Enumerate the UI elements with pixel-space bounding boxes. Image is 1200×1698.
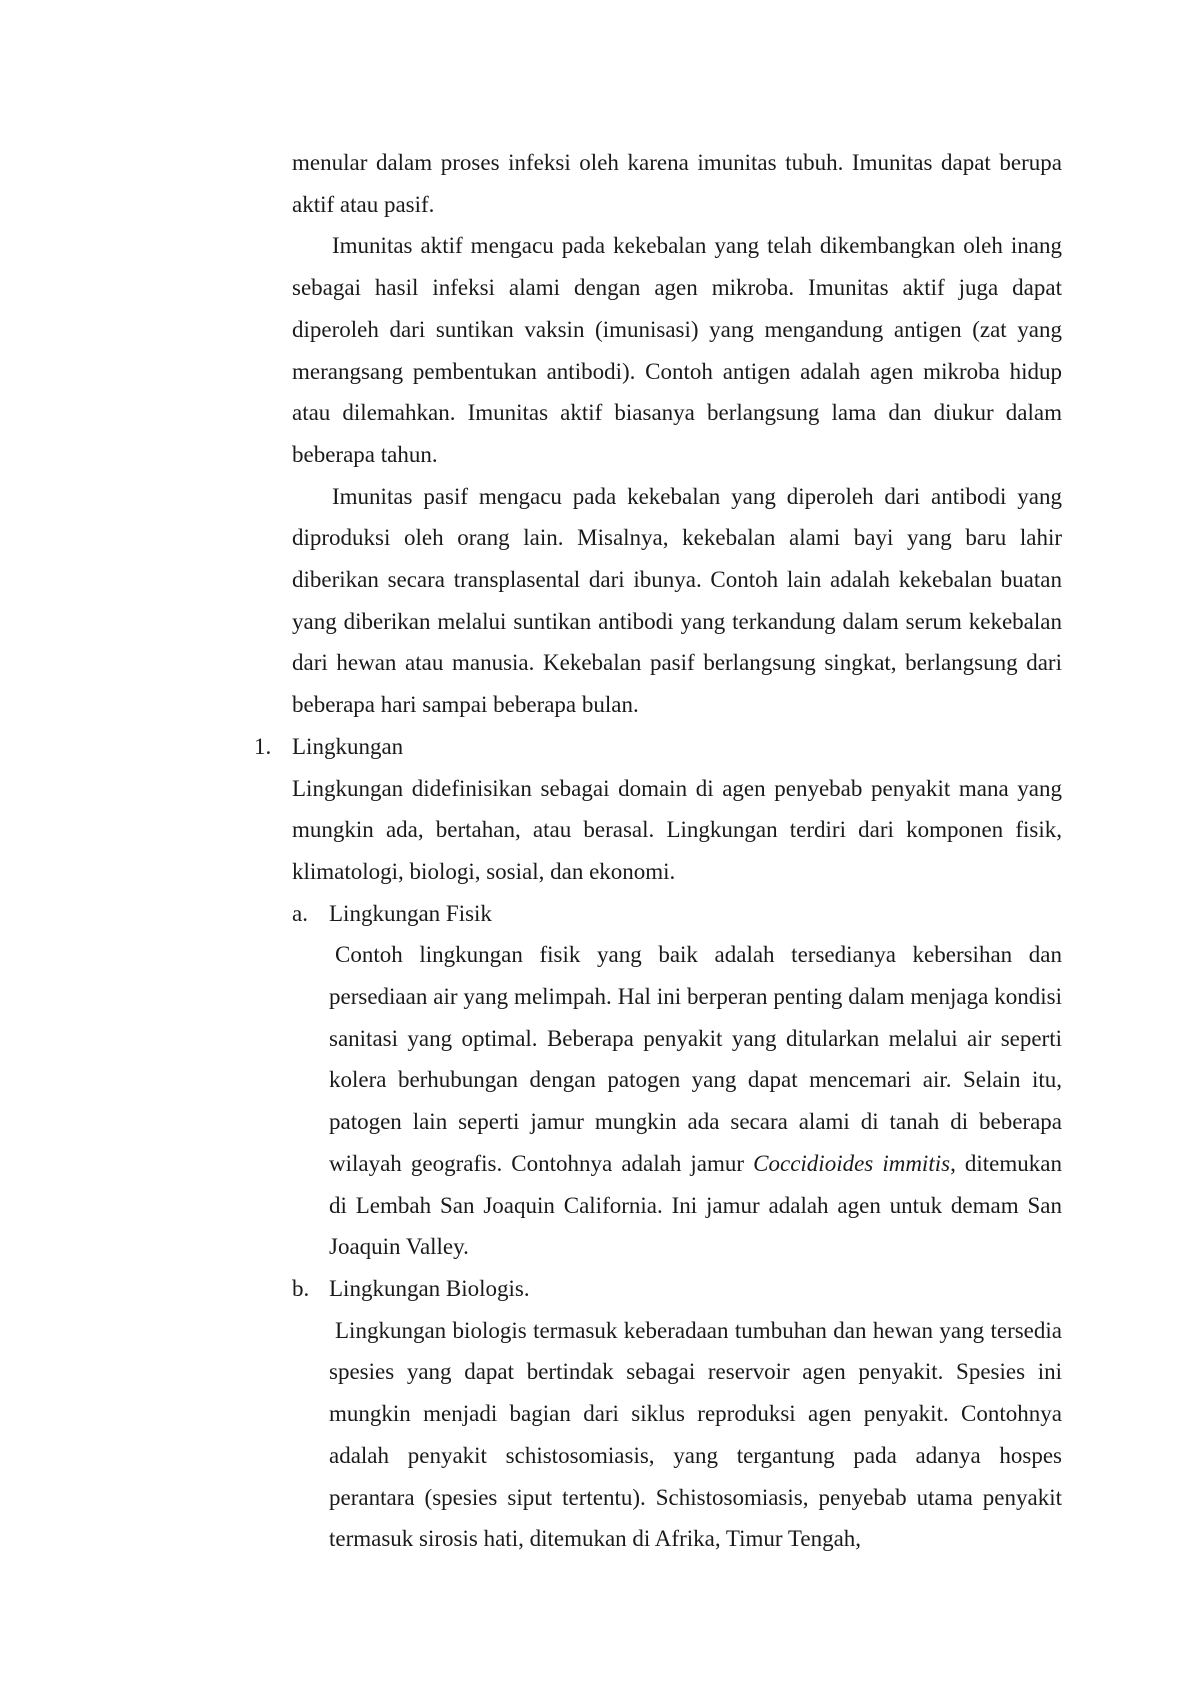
sub-heading: Lingkungan Biologis. — [329, 1275, 530, 1301]
paragraph-environment: Lingkungan didefinisikan sebagai domain di agen penyebab penyakit mana yang mungkin ada, bertahan, atau berasal. Lingkungan terdiri dari komponen fisik, klimatologi, biologi, sosial, dan ekonomi. — [292, 775, 1062, 884]
text-span: , ditemukan di Lembah San Joaquin California. Ini jamur adalah agen untuk demam San Joaquin Valley. — [329, 1150, 1062, 1260]
paragraph-continuation: menular dalam proses infeksi oleh karena imunitas tubuh. Imunitas dapat berupa aktif atau pasif. — [292, 150, 1062, 217]
paragraph-active-immunity: Imunitas aktif mengacu pada kekebalan yang telah dikembangkan oleh inang sebagai hasil infeksi alami dengan agen mikroba. Imunitas aktif juga dapat diperoleh dari suntikan vaksin (imunisasi) yang mengandung antigen (zat yang merangsang pembentukan antibodi). Contoh antigen adalah agen mikroba hidup atau dilemahkan. Imunitas aktif biasanya berlangsung lama dan diukur dalam beberapa tahun. — [292, 233, 1062, 467]
text-span: Contoh lingkungan fisik yang baik adalah tersedianya kebersihan dan persediaan air yang melimpah. Hal ini berperan penting dalam menjaga kondisi sanitasi yang optimal. Beberapa penyakit yang ditularkan melalui air seperti kolera berhubungan dengan patogen yang dapat mencemari air. Selain itu, patogen lain seperti jamur mungkin ada secara alami di tanah di beberapa wilayah geografis. Contohnya adalah jamur — [329, 942, 1062, 1176]
sub-heading: Lingkungan Fisik — [329, 900, 492, 926]
paragraph-biological-environment: Lingkungan biologis termasuk keberadaan tumbuhan dan hewan yang tersedia spesies yang dapat bertindak sebagai reservoir agen penyakit. Spesies ini mungkin menjadi bagian dari siklus reproduksi agen penyakit. Contohnya adalah penyakit schistosomiasis, yang tergantung pada adanya hospes perantara (spesies siput tertentu). Schistosomiasis, penyebab utama penyakit termasuk sirosis hati, ditemukan di Afrika, Timur Tengah, — [329, 1317, 1062, 1552]
paragraph-passive-immunity: Imunitas pasif mengacu pada kekebalan yang diperoleh dari antibodi yang diproduksi oleh orang lain. Misalnya, kekebalan alami bayi yang baru lahir diberikan secara transplasental dari ibunya. Contoh lain adalah kekebalan buatan yang diberikan melalui suntikan antibodi yang terkandung dalam serum kekebalan dari hewan atau manusia. Kekebalan pasif berlangsung singkat, berlangsung dari beberapa hari sampai beberapa bulan. — [292, 483, 1062, 718]
sub-item-letter: a. — [292, 900, 308, 926]
sub-item-letter: b. — [292, 1275, 310, 1301]
document-body — [254, 142, 1062, 1560]
species-name-italic: Coccidioides immitis — [753, 1150, 951, 1176]
section-heading: Lingkungan — [292, 733, 404, 759]
sub-item-biological — [292, 1268, 1062, 1560]
paragraph-physical-environment — [329, 934, 1062, 1268]
sub-item-physical — [292, 893, 1062, 1268]
numbered-item-environment — [254, 726, 1062, 1560]
list-number: 1. — [254, 733, 272, 759]
